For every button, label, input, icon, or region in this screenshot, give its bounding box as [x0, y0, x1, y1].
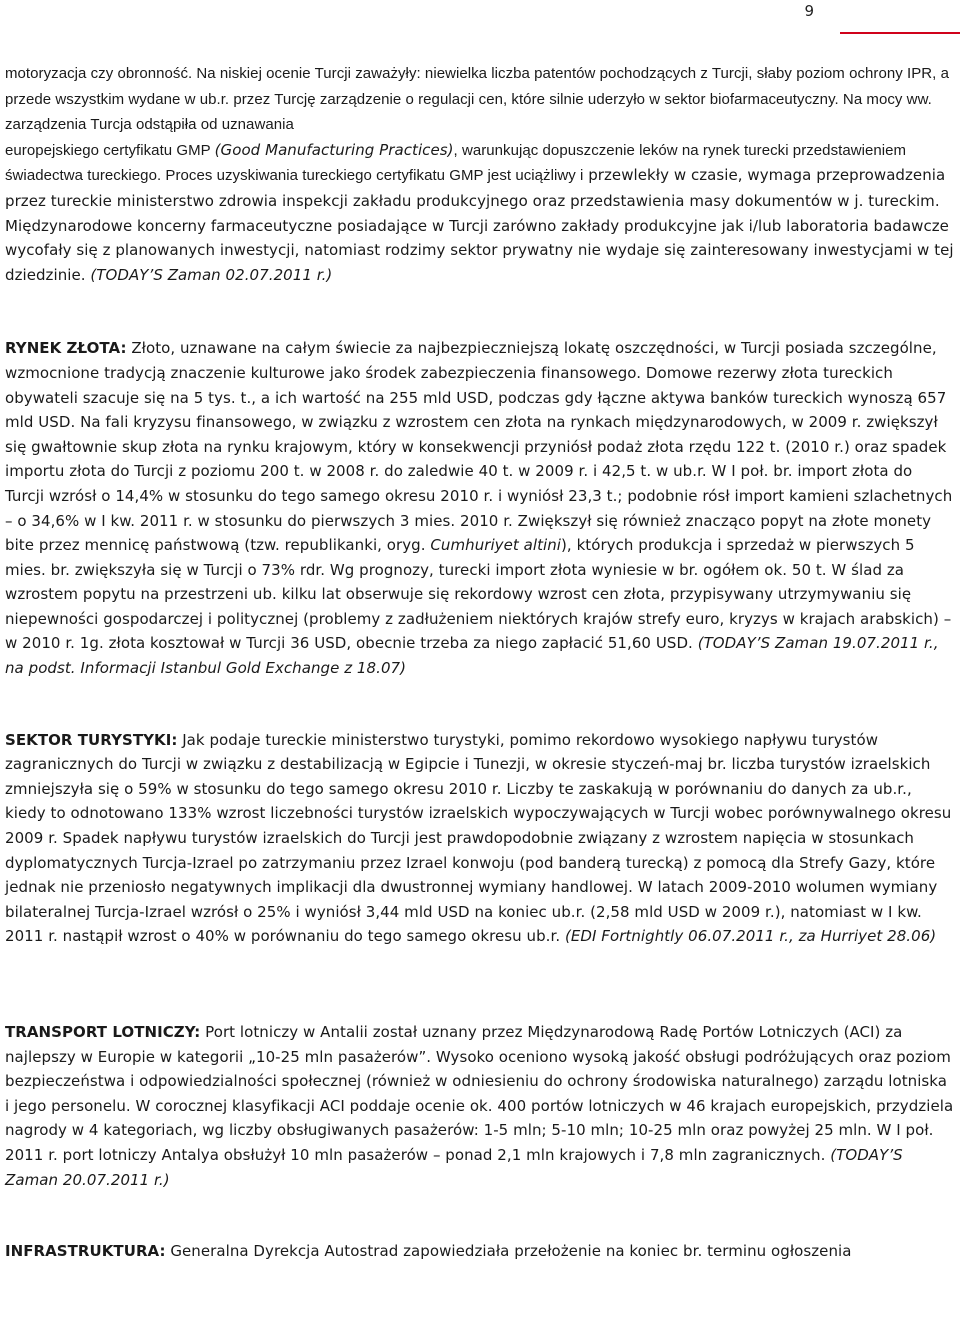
- gold-source: (TODAY’S Zaman 19.07.2011 r., na podst. Informacji Istanbul Gold Exchange z 18.07): [5, 634, 939, 678]
- infrastructure-body: Generalna Dyrekcja Autostrad zapowiedziała przełożenie na koniec br. terminu ogłoszenia: [165, 1242, 852, 1261]
- air-transport-heading: TRANSPORT LOTNICZY:: [5, 1023, 201, 1041]
- infrastructure-section: [5, 1239, 955, 1264]
- tourism-body: Jak podaje tureckie ministerstwo turystyki, pomimo rekordowo wysokiego napływu turystów zagranicznych do Turcji w związku z destabilizacją w Egipcie i Tunezji, w okresie styczeń-maj br. liczba turystów izraelskich zmniejszyła się o 59% w stosunku do tego samego okresu 2010 r. Liczby te zaskakują w porównaniu do danych za ub.r., kiedy to odnotowano 133% wzrost liczebności turystów izraelskich wypoczywających w Turcji wobec porównywalnego okresu 2009 r. Spadek napływu turystów izraelskich do Turcji jest prawdopodobnie związany z wzrostem napięcia w stosunkach dyplomatycznych Turcja-Izrael po zatrzymaniu przez Izrael konwoju (pod banderą turecką) z pomocą dla Strefy Gazy, które jednak nie przeniosło negatywnych implikacji dla dwustronnej wymiany handlowej. W latach 2009-2010 wolumen wymiany bilateralnej Turcja-Izrael wzrósł o 25% i wyniósł 3,44 mld USD na koniec ub.r. (2,58 mld USD w 2009 r.), natomiast w I kw. 2011 r. nastąpił wzrost o 40% w porównaniu do tego samego okresu ub.r.: [5, 730, 952, 946]
- intro-text-5: przewlekły w czasie, wymaga przeprowadzenia przez tureckie ministerstwo zdrowia inspekcji zakładu produkcyjnego oraz przedstawienia masy dokumentów w j. tureckim.: [5, 166, 946, 210]
- intro-text-6: Międzynarodowe koncerny farmaceutyczne: [5, 216, 333, 235]
- air-transport-section: [5, 1020, 955, 1192]
- intro-text-4: Proces uzyskiwania tureckiego certyfikatu GMP jest uciążliwy i: [161, 167, 584, 185]
- air-transport-body: Port lotniczy w Antalii został uznany przez Międzynarodową Radę Portów Lotniczych (ACI) za najlepszy w Europie w kategorii „10-25 mln pasażerów”. Wysoko oceniono wysoką jakość obsługi podróżujących oraz poziom bezpieczeństwa i odpowiedzialności społecznej (również w odniesieniu do ochrony środowiska naturalnego) zarządu lotniska i jego personelu. W corocznej klasyfikacji ACI poddaje ocenie ok. 400 portów lotniczych w 46 krajach europejskich, przydziela nagrody w 4 kategoriach, wg liczby obsługiwanych pasażerów: 1-5 mln; 5-10 mln; 10-25 mln oraz powyżej 25 mln. W I poł. 2011 r. port lotniczy Antalya obsłużył 10 mln pasażerów – ponad 2,1 mln krajowych i 7,8 mln zagranicznych.: [5, 1023, 954, 1164]
- intro-source: (TODAY’S Zaman 02.07.2011 r.): [90, 265, 333, 284]
- tourism-heading: SEKTOR TURYSTYKI:: [5, 730, 178, 749]
- air-transport-source: (TODAY’S Zaman 20.07.2011 r.): [5, 1145, 903, 1189]
- tourism-source: (EDI Fortnightly 06.07.2011 r., za Hurriyet 28.06): [564, 927, 937, 946]
- intro-text-3: , warunkując dopuszczenie leków na rynek turecki przedstawieniem świadectwa tureckiego.: [5, 141, 907, 185]
- document-body: [5, 61, 955, 1264]
- intro-text-2: europejskiego certyfikatu GMP: [5, 141, 215, 159]
- intro-paragraph: [5, 61, 955, 287]
- gold-heading: RYNEK ZŁOTA:: [5, 339, 127, 358]
- intro-gmp-term: (Good Manufacturing Practices): [214, 140, 454, 159]
- tourism-section: [5, 728, 955, 949]
- intro-text-1: motoryzacja czy obronność. Na niskiej ocenie Turcji zaważyły: niewielka liczba patentów pochodzących z Turcji, słaby poziom ochrony IPR, a przede wszystkim wydane w ub.r. przez Turcję zarządzenie o regulacji cen, które silnie uderzyło w sektor biofarmaceutyczny. Na mocy ww. zarządzenia Turcja odstąpiła od uznawania: [5, 65, 949, 134]
- gold-body-1: Złoto, uznawane na całym świecie za najbezpieczniejszą lokatę oszczędności, w Turcji posiada szczególne, wzmocnione tradycją znaczenie kulturowe jako środek zabezpieczenia finansowego. Domowe rezerwy złota tureckich obywateli szacuje się na 5 tys. t., a ich wartość na 255 mld USD, podczas gdy łączne aktywa banków tureckich wynoszą 657 mld USD. Na fali kryzysu finansowego, w związku z wzrostem cen złota na rynkach międzynarodowych, w 2009 r. zwiększył się gwałtownie skup złota na rynku krajowym, który w konsekwencji przyniósł podaż złota rzędu 122 t. (2010 r.) oraz spadek importu złota do Turcji z poziomu 200 t. w 2008 r. do zaledwie 40 t. w 2009 r. i 42,5 t. w ub.r. W I poł. br. import złota do Turcji wzrósł o 14,4% w stosunku do tego samego okresu 2010 r. i wyniósł 23,3 t.; podobnie rósł import kamieni szlachetnych – o 34,6% w I kw. 2011 r. w stosunku do pierwszych 3 mies. 2010 r. Zwiększył się również znacząco popyt na złote monety bite przez mennicę państwową (tzw. republikanki, oryg.: [5, 339, 953, 555]
- header-rule: [840, 32, 960, 34]
- intro-text-7: posiadające w Turcji zarówno zakłady produkcyjne jak i/lub laboratoria badawcze wycofały się z planowanych inwestycji, natomiast rodzimy sektor prywatny nie wydaje się zainteresowany inwestycjami w tej dziedzinie.: [5, 216, 954, 284]
- infrastructure-heading: INFRASTRUKTURA:: [5, 1242, 166, 1261]
- page-number: 9: [804, 2, 814, 20]
- gold-section: [5, 336, 955, 680]
- gold-body-2: ), których produkcja i sprzedaż w pierwszych 5 mies. br. zwiększyła się w Turcji o 73% rdr. Wg prognozy, turecki import złota wyniesie w br. ogółem ok. 50 t. W ślad za wzrostem popytu na przestrzeni ub. kilku lat obserwuje się rekordowy wzrost cen złota, przypisywany utrzymywaniu się niepewności gospodarczej i politycznej (problemy z zadłużeniem niektórych krajów strefy euro, kryzys w krajach arabskich) – w 2010 r. 1g. złota kosztował w Turcji 36 USD, obecnie trzeba za niego zapłacić 51,60 USD.: [5, 536, 952, 653]
- gold-italic-term: Cumhuriyet altini: [430, 536, 562, 555]
